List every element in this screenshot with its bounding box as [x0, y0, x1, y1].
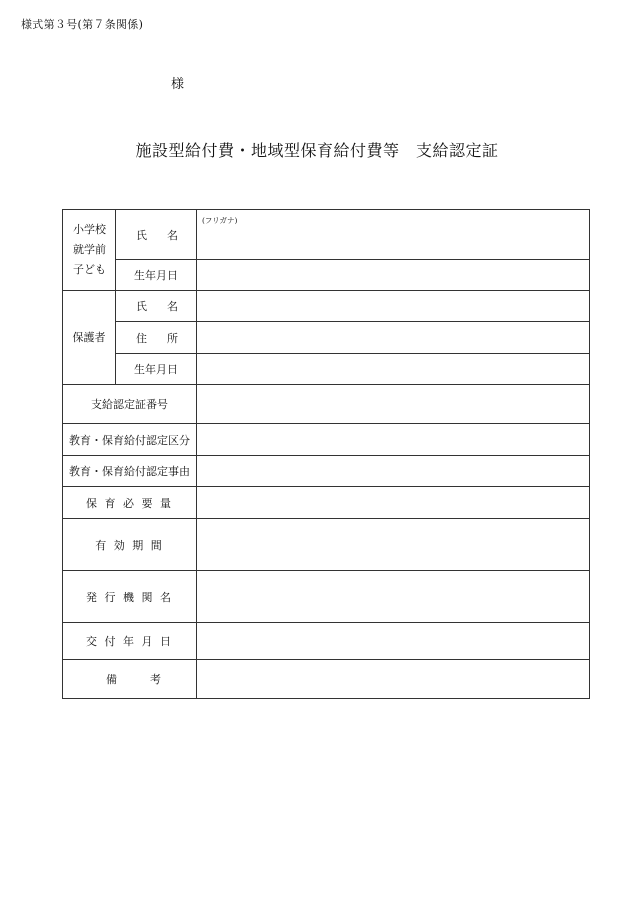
remarks-field[interactable] — [197, 660, 590, 699]
remarks-label-1: 備 — [106, 673, 117, 686]
guardian-group-label: 保護者 — [63, 291, 116, 385]
issuer-row — [63, 571, 590, 623]
category-label: 教育・保育給付認定区分 — [63, 424, 197, 456]
guardian-address-row — [63, 322, 590, 354]
child-name-row — [63, 210, 590, 260]
child-name-label-1: 氏 — [136, 228, 147, 242]
form-number: 様式第３号(第７条関係) — [21, 18, 144, 31]
category-row — [63, 424, 590, 456]
remarks-label — [63, 660, 197, 699]
reason-field[interactable] — [197, 456, 590, 487]
child-group-label-line: 小学校 — [73, 223, 106, 236]
child-birthdate-row — [63, 260, 590, 291]
guardian-name-label-1: 氏 — [136, 300, 147, 313]
reason-label: 教育・保育給付認定事由 — [63, 456, 197, 487]
validity-field[interactable] — [197, 519, 590, 571]
guardian-address-label-2: 所 — [167, 331, 178, 345]
child-group-label — [63, 210, 116, 291]
category-field[interactable] — [197, 424, 590, 456]
validity-label: 有 効 期 間 — [63, 519, 197, 571]
issuer-field[interactable] — [197, 571, 590, 623]
cert-number-field[interactable] — [197, 385, 590, 424]
guardian-address-field[interactable] — [197, 322, 590, 354]
remarks-label-2: 考 — [150, 673, 161, 686]
guardian-address-label-1: 住 — [136, 331, 147, 345]
guardian-birthdate-row — [63, 354, 590, 385]
validity-row — [63, 519, 590, 571]
guardian-name-label-2: 名 — [167, 300, 178, 313]
child-group-label-line: 子ども — [73, 263, 106, 276]
certificate-table — [62, 209, 590, 699]
cert-number-row — [63, 385, 590, 424]
addressee-suffix: 様 — [171, 77, 185, 92]
issue-date-row — [63, 623, 590, 660]
cert-number-label: 支給認定証番号 — [63, 385, 197, 424]
care-amount-field[interactable] — [197, 487, 590, 519]
issue-date-label: 交 付 年 月 日 — [63, 623, 197, 660]
child-birthdate-field[interactable] — [197, 260, 590, 291]
guardian-birthdate-field[interactable] — [197, 354, 590, 385]
guardian-name-row — [63, 291, 590, 322]
guardian-name-label — [116, 291, 197, 322]
care-amount-label: 保 育 必 要 量 — [63, 487, 197, 519]
furigana-hint: (フリガナ) — [202, 216, 238, 225]
reason-row — [63, 456, 590, 487]
care-amount-row — [63, 487, 590, 519]
child-group-label-line: 就学前 — [73, 243, 106, 256]
guardian-birthdate-label: 生年月日 — [116, 354, 197, 385]
issue-date-field[interactable] — [197, 623, 590, 660]
child-name-field[interactable] — [197, 210, 590, 260]
child-name-label — [116, 210, 197, 260]
child-birthdate-label: 生年月日 — [116, 260, 197, 291]
document-title: 施設型給付費・地域型保育給付費等 支給認定証 — [135, 141, 499, 160]
guardian-name-field[interactable] — [197, 291, 590, 322]
child-name-label-2: 名 — [167, 228, 178, 242]
guardian-address-label — [116, 322, 197, 354]
remarks-row — [63, 660, 590, 699]
issuer-label: 発 行 機 関 名 — [63, 571, 197, 623]
